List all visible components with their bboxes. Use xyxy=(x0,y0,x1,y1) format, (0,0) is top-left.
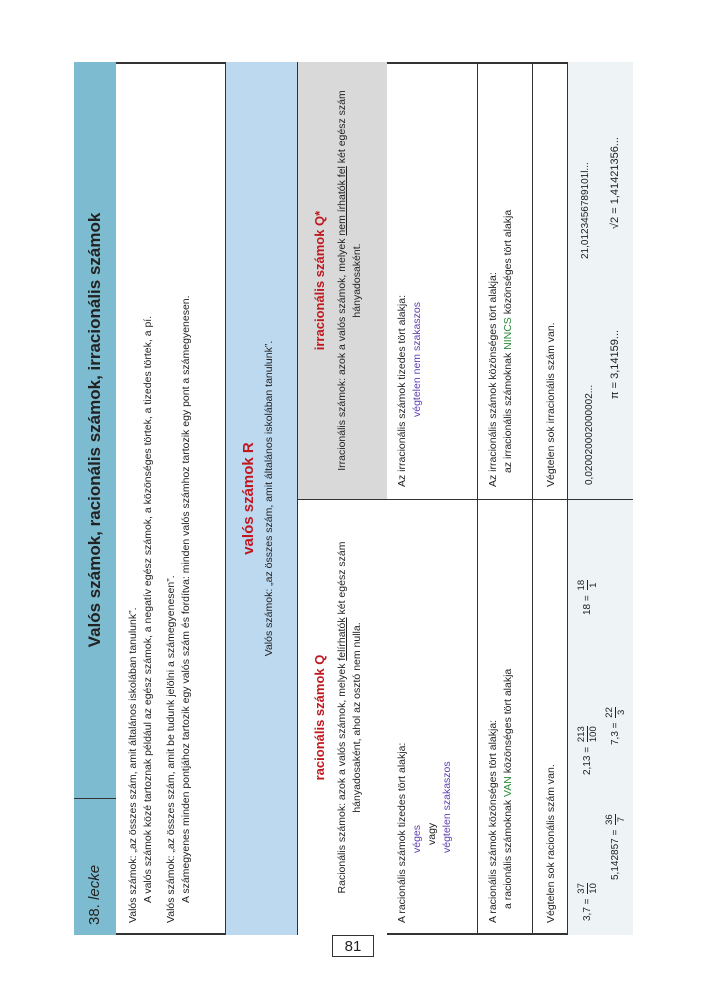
examples-row xyxy=(568,62,633,935)
rational-example: 7,3 = 22 3 xyxy=(604,707,627,745)
irrational-example: 0,020020002000002... xyxy=(584,384,595,485)
real-numbers-heading: valós számok R xyxy=(240,442,257,555)
rational-heading: racionális számok Q xyxy=(312,654,327,781)
rational-definition: Racionális számok: azok a valós számok, melyek felírhatók két egész szám hányadosaként, ahol az osztó nem nulla. xyxy=(336,541,363,894)
irrational-count: Végtelen sok irracionális szám van. xyxy=(545,322,557,487)
real-numbers-section xyxy=(226,62,298,935)
rational-decimal-cell: A racionális számok tizedes tört alakja: véges vagy végtelen szakaszos xyxy=(387,499,478,935)
rational-definition-cell xyxy=(298,499,387,935)
intro-line: Valós számok: „az összes szám, amit általános iskolában tanulunk”. xyxy=(127,607,139,923)
rational-example: 2,13 = 213 100 xyxy=(576,726,599,775)
definitions-row xyxy=(298,62,387,935)
rational-examples-cell xyxy=(568,499,633,935)
rational-example: 3,7 = 37 10 xyxy=(576,883,599,921)
rational-fraction-cell: A racionális számok közönséges tört alakja: a racionális számoknak VAN közönséges tört alakja xyxy=(478,499,533,935)
irrational-heading: irracionális számok Q* xyxy=(312,210,327,351)
count-row xyxy=(533,62,568,935)
irrational-example: π = 3,14159... xyxy=(609,329,621,399)
rotated-page xyxy=(74,62,633,935)
intro-section xyxy=(116,62,226,935)
irrational-definition: Irracionális számok: azok a valós számok, melyek nem írhatók fel két egész szám hányadosaként. xyxy=(336,90,363,471)
irrational-decimal-cell: Az irracionális számok tizedes tört alakja: végtelen nem szakaszos xyxy=(396,295,423,487)
rational-count: Végtelen sok racionális szám van. xyxy=(533,499,568,935)
irrational-example: 21,0123456789101l... xyxy=(580,162,591,259)
real-numbers-definition: Valós számok: „az összes szám, amit általános iskolában tanulunk”. xyxy=(263,340,275,657)
rational-example: 5,142857 = 36 7 xyxy=(604,814,627,880)
intro-line: A számegyenes minden pontjához tartozik egy valós szám és fordítva: minden valós számhoz tartozik egy pont a számegyenesen. xyxy=(180,295,192,903)
decimal-form-row xyxy=(387,62,478,935)
lesson-number: 38. lecke xyxy=(74,798,116,935)
irrational-examples-cell xyxy=(568,62,633,499)
lesson-title: Valós számok, racionális számok, irracionális számok xyxy=(74,62,116,798)
lesson-header xyxy=(74,62,116,935)
irrational-example: √2 = 1,41421356... xyxy=(609,137,621,229)
fraction-form-row xyxy=(478,62,533,935)
page-number: 81 xyxy=(332,935,374,957)
irrational-definition-cell xyxy=(298,62,387,499)
intro-line: A valós számok közé tartoznak például az egész számok, a negatív egész számok, a közönséges törtek, a tizedes törtek, a pí. xyxy=(142,315,154,903)
rational-example: 18 = 18 1 xyxy=(576,579,599,615)
irrational-fraction-cell: Az irracionális számok közönséges tört alakja: az irracionális számoknak NINCS közönséges tört alakja xyxy=(487,209,514,487)
intro-line: Valós számok: „az összes szám, amit be tudunk jelölni a számegyenesen”. xyxy=(165,575,177,923)
